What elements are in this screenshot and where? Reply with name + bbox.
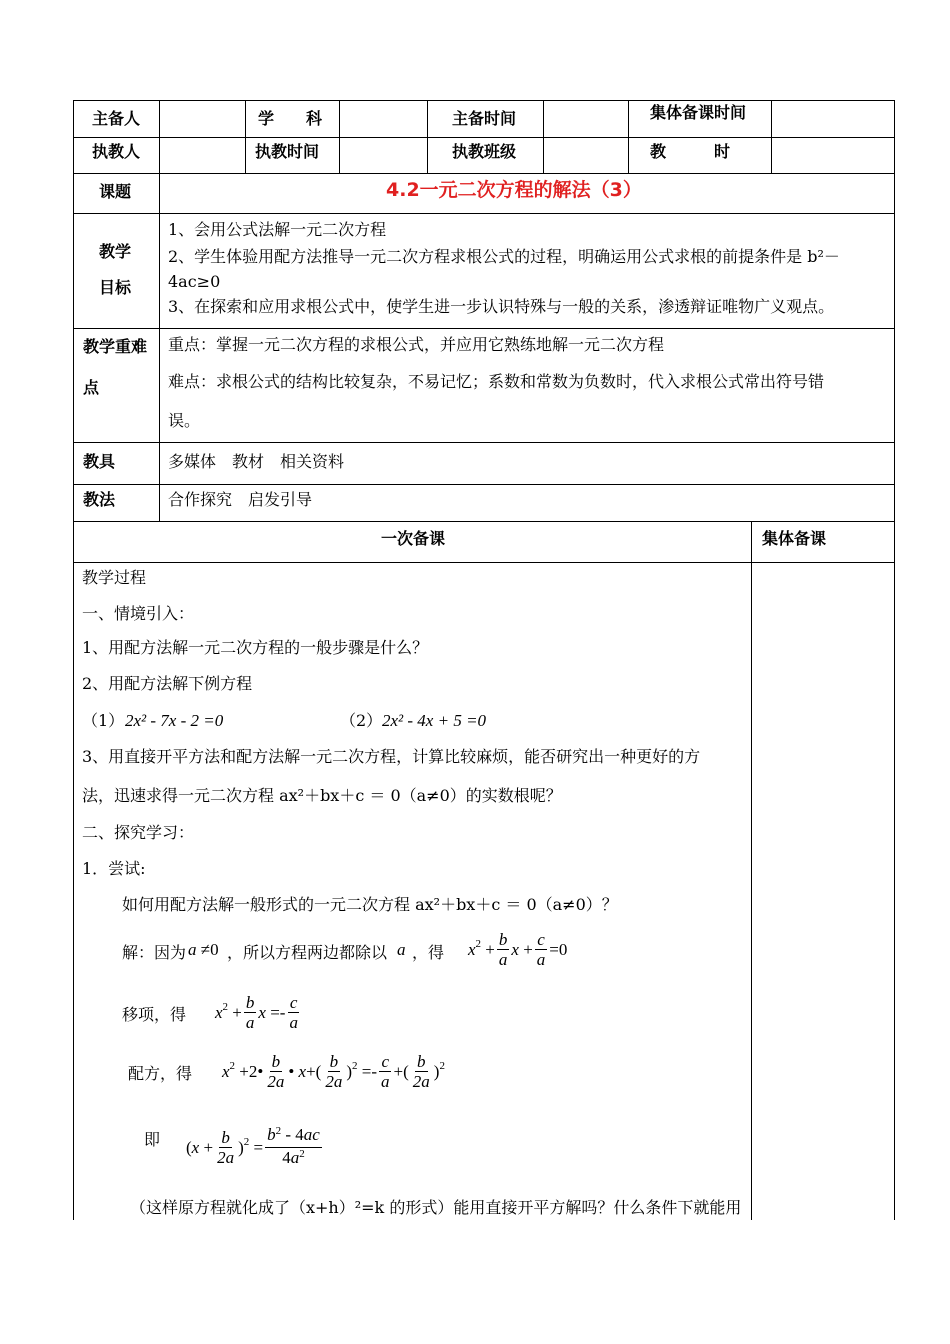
goal-1: 1、会用公式法解一元二次方程 [168,220,387,239]
row-rule [73,213,895,214]
hard-point-b: 误。 [168,411,201,430]
closing-question: （这样原方程就化成了（x+h）²=k 的形式）能用直接开平方解吗？什么条件下就能用 [130,1198,742,1217]
row-rule [73,484,895,485]
row-rule [73,328,895,329]
section-2-heading: 二、探究学习： [82,823,195,842]
subject-label: 学 科 [258,109,323,128]
col-rule [245,100,246,174]
question-3b: 法，迅速求得一元二次方程 ax²＋bx＋c ＝ 0（a≠0）的实数根呢？ [82,786,562,805]
solution-prefix: 解：因为 [122,943,187,962]
preparer-label: 主备人 [92,109,141,128]
equation-2: 2x² - 4x + 5 =0 [382,711,487,730]
first-prep-heading: 一次备课 [381,529,446,548]
key-point: 重点：掌握一元二次方程的求根公式，并应用它熟练地解一元二次方程 [168,335,665,354]
table-border-left [73,100,74,1220]
topic-label: 课题 [99,182,132,201]
teacher-label: 执教人 [92,142,141,161]
equation-1: 2x² - 7x - 2 =0 [125,711,224,730]
col-rule [427,100,428,174]
completed-equation: x 2 +2• $\frac{b}{2a}$ • x +( $\frac{b}{2a}$ ) 2 =- $\frac{c}{a}$ +( $\frac{b}{2a}$ ) 2 [222,1052,445,1091]
tools-value: 多媒体 教材 相关资料 [168,452,345,471]
a-not-zero: a ≠0 [188,940,219,959]
complete-step-label: 配方，得 [128,1064,193,1083]
goal-3: 3、在探索和应用求根公式中，使学生进一步认识特殊与一般的关系，渗透辩证唯物广义观点。 [168,297,835,316]
row-rule [73,562,895,563]
try-heading: 1．尝试: [82,859,146,878]
teach-time-label: 执教时间 [255,142,320,161]
process-heading: 教学过程 [82,568,147,587]
that-is-label: 即 [144,1130,161,1149]
method-value: 合作探究 启发引导 [168,490,313,509]
question-2: 2、用配方法解下例方程 [82,674,253,693]
col-rule [543,100,544,174]
col-rule [628,100,629,174]
col-rule [339,100,340,174]
move-step-label: 移项，得 [122,1005,187,1024]
tools-label: 教具 [83,452,116,471]
row-rule [73,521,895,522]
squared-form-equation: ( x + $\frac{b}{2a}$ ) 2 = $\frac{b^2 - 4ac}{4a^2}$ [186,1125,320,1167]
moved-equation: x 2 + $\frac{b}{a}$ x =- $\frac{c}{a}$ [215,993,298,1032]
goals-label-1: 教学 [99,242,132,261]
goals-label-2: 目标 [99,278,132,297]
table-border-right [894,100,895,1220]
method-label: 教法 [83,490,116,509]
divisor-a: a [397,940,406,959]
divided-equation: x 2 + $\frac{b}{a}$ x + $\frac{c}{a}$ =0 [468,930,568,969]
difficulty-label-1: 教学重难 [83,337,148,356]
equation-1-label: （1） [82,711,125,730]
col-rule [159,100,160,522]
goal-2a: 2、学生体验用配方法推导一元二次方程求根公式的过程，明确运用公式求根的前提条件是 b²－ [168,247,840,266]
periods-label: 教 时 [650,142,731,161]
difficulty-label-2: 点 [83,378,100,397]
col-rule [771,100,772,174]
prep-time-label: 主备时间 [452,109,517,128]
solution-mid: ，所以方程两边都除以 [227,943,388,962]
question-1: 1、用配方法解一元二次方程的一般步骤是什么？ [82,638,429,657]
equation-2-label: （2） [340,711,383,730]
teach-class-label: 执教班级 [452,142,517,161]
question-3a: 3、用直接开平方法和配方法解一元二次方程，计算比较麻烦，能否研究出一种更好的方 [82,747,701,766]
group-time-label: 集体备课时间 [650,103,747,122]
hard-point-a: 难点：求根公式的结构比较复杂，不易记忆；系数和常数为负数时，代入求根公式常出符号错 [168,372,825,391]
group-prep-heading: 集体备课 [762,529,827,548]
section-1-heading: 一、情境引入： [82,604,195,623]
goal-2b: 4ac≥0 [168,272,221,291]
page-title: 4.2一元二次方程的解法（3） [386,179,642,201]
how-question: 如何用配方法解一般形式的一元二次方程 ax²＋bx＋c ＝ 0（a≠0）？ [122,895,618,914]
col-rule [751,521,752,1220]
row-rule [73,442,895,443]
solution-get: ，得 [412,943,445,962]
